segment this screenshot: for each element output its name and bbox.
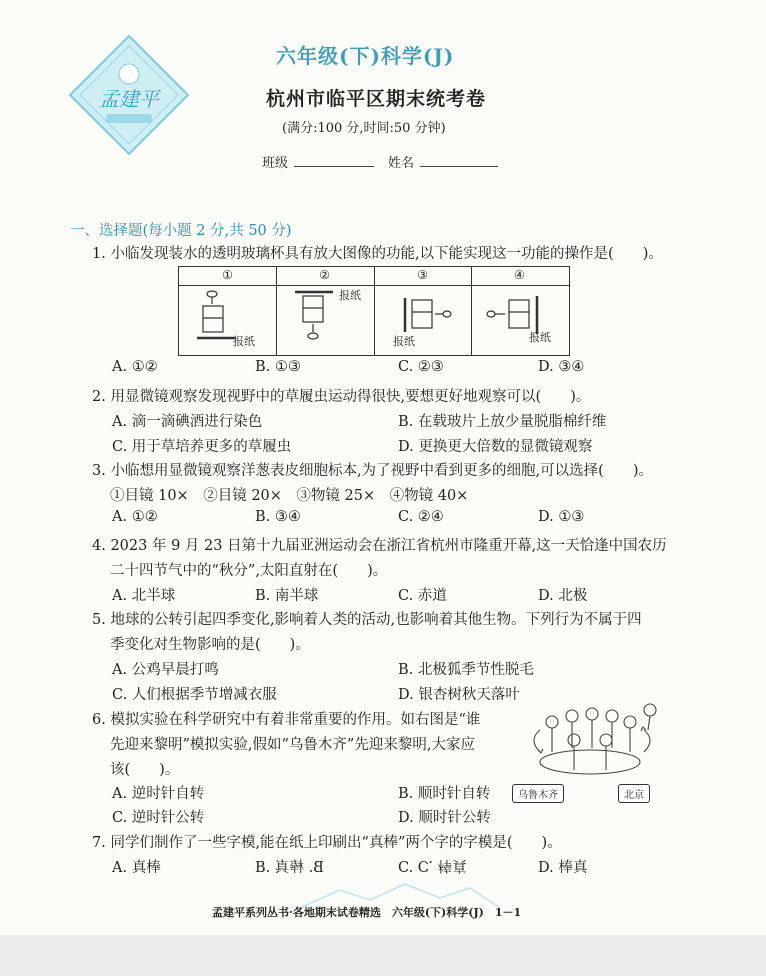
q7-text: 7. 同学们制作了一些字模,能在纸上印刷出“真棒”两个字的字模是( )。 (92, 835, 562, 851)
logo-text: 孟建平 (99, 87, 159, 111)
q1-paper-label: 报纸 (339, 289, 361, 302)
q6-text-line3: 该( )。 (110, 762, 180, 778)
q1-option-c[interactable]: C. ②③ (398, 359, 444, 375)
q1-col-num: ② (319, 268, 330, 282)
q4-option-b[interactable]: B. 南半球 (255, 588, 319, 604)
q4-option-d[interactable]: D. 北极 (538, 588, 588, 604)
student-info-row (262, 152, 512, 171)
q4-option-a[interactable]: A. 北半球 (112, 588, 176, 604)
q5-option-c[interactable]: C. 人们根据季节增减衣服 (112, 687, 277, 703)
q7-option-b-mirrored-text: B. 棒真 (274, 860, 324, 876)
q2-option-b[interactable]: B. 在载玻片上放少量脱脂棉纤维 (398, 414, 607, 430)
q6-option-b[interactable]: B. 顺时针自转 (398, 786, 491, 802)
name-label: 姓名 (388, 156, 415, 171)
q1-paper-label: 报纸 (529, 331, 551, 344)
q5-option-a[interactable]: A. 公鸡早晨打鸣 (112, 662, 219, 678)
q5-option-d[interactable]: D. 银杏树秋天落叶 (398, 687, 520, 703)
q1-option-d[interactable]: D. ③④ (538, 359, 585, 375)
class-label: 班级 (262, 156, 289, 171)
q3-option-b[interactable]: B. ③④ (255, 509, 301, 525)
q4-text-line2: 二十四节气中的“秋分”,太阳直射在( )。 (110, 563, 388, 579)
q1-col-num: ① (222, 268, 233, 282)
q7-option-a[interactable]: A. 真棒 (112, 860, 161, 876)
q6-option-d[interactable]: D. 顺时针公转 (398, 810, 491, 826)
exam-title: 六年级(下)科学(J) (276, 44, 455, 68)
q7-option-c[interactable]: C. C. 棒真 (398, 857, 467, 876)
q5-option-b[interactable]: B. 北极狐季节性脱毛 (398, 662, 534, 678)
q6-text-line2: 先迎来黎明”模拟实验,假如“乌鲁木齐”先迎来黎明,大家应 (110, 737, 475, 753)
q7-option-d[interactable]: D. 棒真 (538, 860, 588, 876)
q7-option-b[interactable]: B. B. 棒真 (255, 856, 324, 877)
class-field[interactable] (294, 166, 374, 167)
q1-option-a[interactable]: A. ①② (112, 359, 158, 375)
children-circle-illustration (510, 700, 670, 790)
exam-subtitle: 杭州市临平区期末统考卷 (266, 88, 487, 110)
q6-label-beijing: 北京 (618, 784, 650, 803)
q6-option-a[interactable]: A. 逆时针自转 (112, 786, 205, 802)
q2-text: 2. 用显微镜观察发现视野中的草履虫运动得很快,要想更好地观察可以( )。 (92, 389, 591, 405)
q2-option-a[interactable]: A. 滴一滴碘酒进行染色 (112, 414, 263, 430)
q1-paper-label: 报纸 (233, 335, 255, 348)
q5-text-line2: 季变化对生物影响的是( )。 (110, 637, 310, 653)
q6-text-line1: 6. 模拟实验在科学研究中有着非常重要的作用。如右图是“谁 (92, 712, 481, 728)
q7-option-c-flipped-text: C. 棒真 (417, 857, 467, 873)
q6-option-c[interactable]: C. 逆时针公转 (112, 810, 205, 826)
q1-figure-table (178, 266, 570, 356)
q1-paper-label: 报纸 (393, 335, 415, 348)
q1-option-b[interactable]: B. ①③ (255, 359, 301, 375)
q1-col-num: ④ (514, 268, 525, 282)
q4-text-line1: 4. 2023 年 9 月 23 日第十九届亚洲运动会在浙江省杭州市隆重开幕,这一天恰逢中国农历 (92, 538, 667, 554)
q3-text: 3. 小临想用显微镜观察洋葱表皮细胞标本,为了视野中看到更多的细胞,可以选择( )。 (92, 463, 653, 479)
q1-text: 1. 小临发现装水的透明玻璃杯具有放大图像的功能,以下能实现这一功能的操作是( )。 (92, 246, 663, 262)
q2-option-c[interactable]: C. 用于草培养更多的草履虫 (112, 439, 292, 455)
q3-items: ①目镜 10× ②目镜 20× ③物镜 25× ④物镜 40× (110, 488, 469, 504)
q4-option-c[interactable]: C. 赤道 (398, 588, 447, 604)
q5-text-line1: 5. 地球的公转引起四季变化,影响着人类的活动,也影响着其他生物。下列行为不属于四 (92, 612, 642, 628)
publisher-logo (68, 34, 190, 156)
name-field[interactable] (420, 166, 498, 167)
q3-option-a[interactable]: A. ①② (112, 509, 158, 525)
exam-info: (满分:100 分,时间:50 分钟) (282, 121, 446, 136)
q3-option-c[interactable]: C. ②④ (398, 509, 444, 525)
page-footer: 孟建平系列丛书·各地期末试卷精选 六年级(下)科学(J) 1－1 (212, 906, 522, 919)
q3-option-d[interactable]: D. ①③ (538, 509, 585, 525)
q6-label-urumqi: 乌鲁木齐 (512, 784, 564, 803)
q1-col-num: ③ (417, 268, 428, 282)
q2-option-d[interactable]: D. 更换更大倍数的显微镜观察 (398, 439, 593, 455)
section-title: 一、选择题(每小题 2 分,共 50 分) (70, 223, 292, 239)
